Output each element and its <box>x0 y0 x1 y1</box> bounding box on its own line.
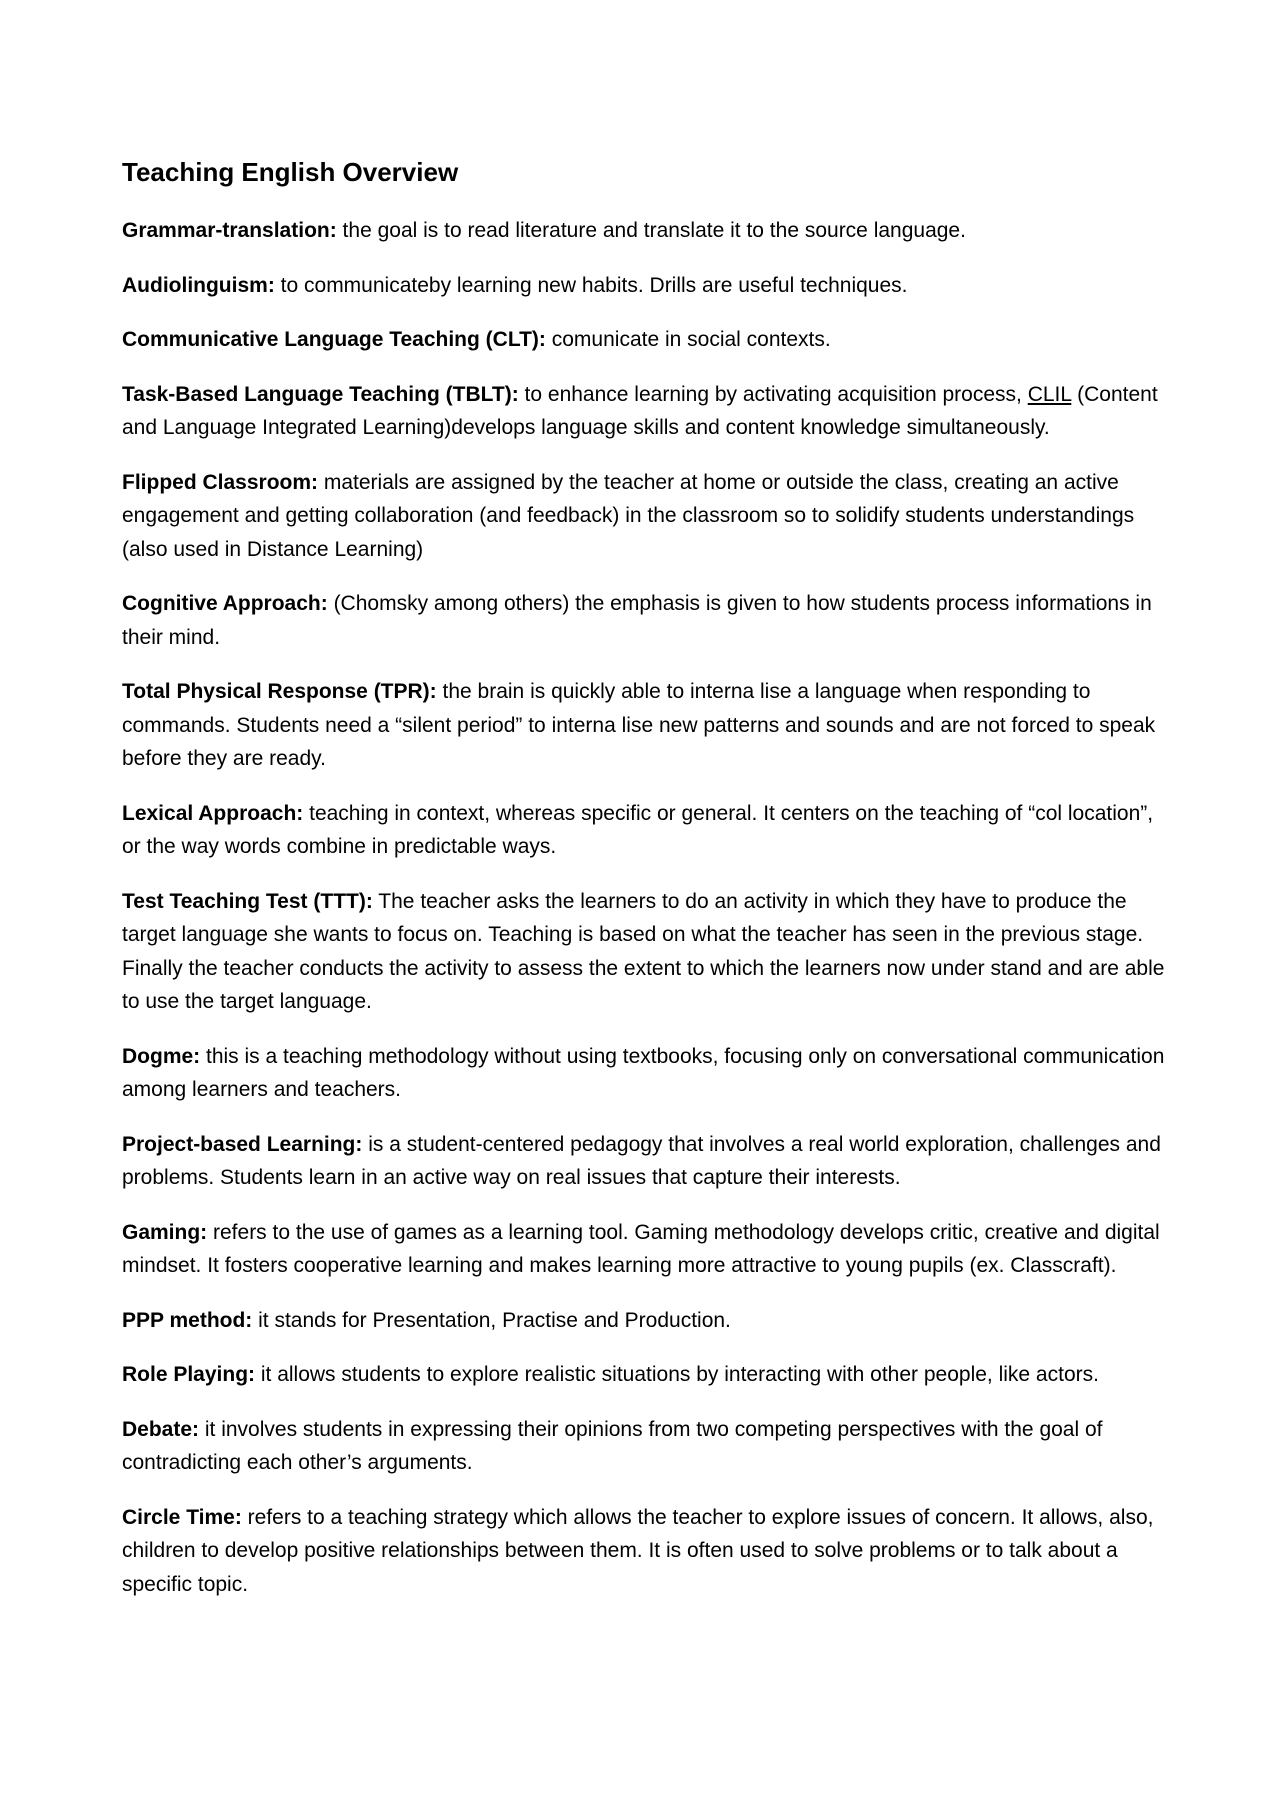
entry-text: the brain is quickly able to interna lise a language when responding to commands. Students need a “silent period” to interna lise new patterns and sounds and are not forced to speak before they are ready. <box>122 680 1156 770</box>
entry-dogme <box>122 1040 1172 1107</box>
entry-term: Lexical Approach: <box>122 801 304 825</box>
entry-text: The teacher asks the learners to do an activity in which they have to produce the target language she wants to focus on. Teaching is based on what the teacher has seen in the previous stage. Finally the teacher conducts the activity to assess the extent to which the learners now under stand and are able to use the target language. <box>122 889 1165 1013</box>
entry-text: comunicate in social contexts. <box>545 328 831 351</box>
entry-term: Gaming: <box>122 1220 208 1244</box>
document-page <box>122 152 1172 1622</box>
entry-clt <box>122 323 1172 357</box>
entry-text: it stands for Presentation, Practise and Production. <box>252 1308 731 1332</box>
entry-lexical-approach <box>122 797 1172 864</box>
entry-term: Debate: <box>122 1417 200 1441</box>
entry-text: refers to the use of games as a learning tool. Gaming methodology develops critic, creative and digital mindset. It fosters cooperative learning and makes learning more attractive to young pupils (ex. Classcraft). <box>122 1220 1160 1277</box>
entry-ttt <box>122 885 1172 1019</box>
page-title: Teaching English Overview <box>122 157 459 187</box>
entry-text: it allows students to explore realistic situations by interacting with other people, like actors. <box>255 1363 1099 1386</box>
entry-term: Audiolinguism: <box>122 273 275 297</box>
entry-tblt <box>122 378 1172 445</box>
entry-text: is a student-centered pedagogy that involves a real world exploration, challenges and problems. Students learn in an active way on real issues that capture their interests. <box>122 1132 1161 1189</box>
entry-audiolinguism <box>122 269 1172 303</box>
entry-text: to enhance learning by activating acquisition process, <box>518 382 1028 406</box>
entry-project-based-learning <box>122 1128 1172 1195</box>
entry-text: (Content and Language Integrated Learning)develops language skills and content knowledge simultaneously. <box>122 382 1158 439</box>
entry-term: Grammar-translation: <box>122 219 337 242</box>
entry-term: Total Physical Response (TPR): <box>122 680 437 703</box>
entry-term: Cognitive Approach: <box>122 592 328 615</box>
entry-grammar-translation <box>122 214 1172 248</box>
entry-term: Circle Time: <box>122 1505 242 1529</box>
entry-text: refers to a teaching strategy which allows the teacher to explore issues of concern. It allows, also, children to develop positive relationships between them. It is often used to solve problems or to talk about a specific topic. <box>122 1505 1154 1596</box>
entry-debate <box>122 1413 1172 1480</box>
entry-text: this is a teaching methodology without using textbooks, focusing only on conversational communication among learners and teachers. <box>122 1044 1165 1101</box>
entry-term: Role Playing: <box>122 1363 256 1386</box>
entry-text: teaching in context, whereas specific or general. It centers on the teaching of “col location”, or the way words combine in predictable ways. <box>122 801 1154 858</box>
entry-text: (Chomsky among others) the emphasis is given to how students process informations in their mind. <box>122 592 1152 649</box>
entry-term: Flipped Classroom: <box>122 470 319 494</box>
entry-term: Test Teaching Test (TTT): <box>122 889 373 913</box>
entry-tpr <box>122 675 1172 776</box>
entry-term: Project-based Learning: <box>122 1132 363 1156</box>
entry-term: Communicative Language Teaching (CLT): <box>122 328 546 351</box>
entry-text: it involves students in expressing their opinions from two competing perspectives with the goal of contradicting each other’s arguments. <box>122 1417 1103 1474</box>
entry-text: the goal is to read literature and translate it to the source language. <box>336 219 966 242</box>
clil-link[interactable]: CLIL <box>1027 382 1072 406</box>
entry-ppp-method <box>122 1304 1172 1338</box>
entry-gaming <box>122 1216 1172 1283</box>
entry-text: to communicateby learning new habits. Drills are useful techniques. <box>274 273 908 297</box>
entry-cognitive-approach <box>122 587 1172 654</box>
entry-text: materials are assigned by the teacher at home or outside the class, creating an active engagement and getting collaboration (and feedback) in the classroom so to solidify students understandings (also used in Distance Learning) <box>122 470 1135 561</box>
entry-term: Task-Based Language Teaching (TBLT): <box>122 382 519 406</box>
entry-circle-time <box>122 1501 1172 1602</box>
entry-term: PPP method: <box>122 1308 253 1332</box>
entry-role-playing <box>122 1358 1172 1392</box>
entry-flipped-classroom <box>122 466 1172 567</box>
entry-term: Dogme: <box>122 1044 201 1068</box>
